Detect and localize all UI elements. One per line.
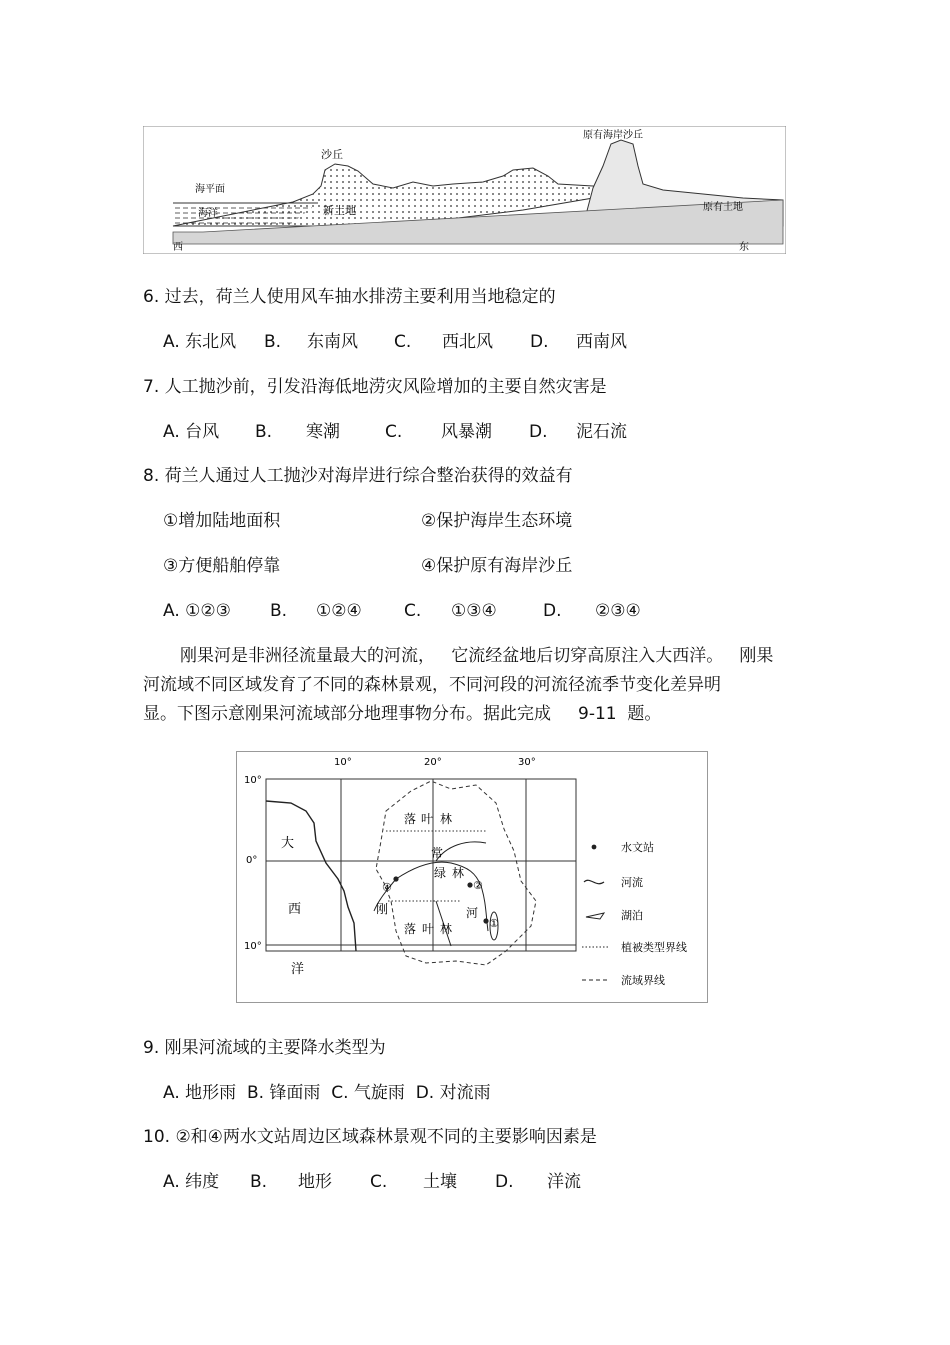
q7-option-b-letter: B. — [255, 422, 273, 442]
legend-vegetation-boundary: 植被类型界线 — [621, 941, 687, 954]
lon-label-20: 20° — [424, 757, 442, 768]
q9-stem: 9. 刚果河流域的主要降水类型为 — [143, 1038, 386, 1058]
q7-option-d: 泥石流 — [576, 422, 627, 442]
lat-label-10s: 10° — [244, 941, 262, 952]
lat-label-10n: 10° — [244, 775, 262, 786]
forest-char: 绿 — [434, 866, 447, 880]
ocean-label-3: 洋 — [291, 962, 305, 977]
q8-option-d: ②③④ — [595, 601, 641, 621]
q8-item-3: ③方便船舶停靠 — [163, 556, 281, 576]
forest-char: 叶 — [422, 922, 435, 936]
station-2-label: ② — [473, 879, 483, 892]
forest-char: 常 — [431, 846, 444, 860]
original-land-label: 原有土地 — [703, 202, 743, 213]
legend-river: 河流 — [621, 876, 643, 889]
station-4-label: ④ — [382, 881, 392, 894]
q6-option-d-letter: D. — [530, 332, 549, 352]
q6-option-a: A. 东北风 — [163, 332, 237, 352]
q6-option-c-letter: C. — [394, 332, 412, 352]
q8-option-a: A. ①②③ — [163, 601, 231, 621]
congo-basin-map — [236, 751, 708, 1003]
q10-option-d-letter: D. — [495, 1172, 514, 1192]
q10-option-a: A. 纬度 — [163, 1172, 220, 1192]
lat-label-0: 0° — [246, 855, 258, 866]
ocean-label-2: 西 — [288, 902, 302, 917]
legend-station: 水文站 — [621, 841, 654, 854]
west-label: 西 — [173, 242, 183, 253]
q10-option-b-letter: B. — [250, 1172, 268, 1192]
q8-item-1: ①增加陆地面积 — [163, 511, 281, 531]
forest-char: 落 — [404, 922, 417, 936]
q10-option-c-letter: C. — [370, 1172, 388, 1192]
forest-char: 林 — [452, 866, 465, 880]
dune-label: 沙丘 — [321, 148, 343, 161]
q9-options: A. 地形雨 B. 锋面雨 C. 气旋雨 D. 对流雨 — [163, 1083, 491, 1103]
q8-stem: 8. 荷兰人通过人工抛沙对海岸进行综合整治获得的效益有 — [143, 466, 573, 486]
passage-line-3: 显。下图示意刚果河流域部分地理事物分布。据此完成 9-11 题。 — [143, 704, 662, 724]
forest-char: 林 — [440, 922, 453, 936]
q7-option-b: 寒潮 — [306, 422, 340, 442]
new-land-label: 新土地 — [323, 204, 356, 217]
passage-line-2: 河流域不同区域发育了不同的森林景观，不同河段的河流径流季节变化差异明 — [143, 675, 721, 695]
q8-option-c-letter: C. — [404, 601, 422, 621]
lon-label-10: 10° — [334, 757, 352, 768]
sea-label: 海洋 — [198, 208, 218, 219]
q7-option-c: 风暴潮 — [441, 422, 492, 442]
forest-char: 叶 — [421, 812, 434, 826]
q6-option-b-letter: B. — [264, 332, 282, 352]
q6-option-d: 西南风 — [576, 332, 627, 352]
lon-label-30: 30° — [518, 757, 536, 768]
forest-char: 林 — [440, 812, 453, 826]
q8-option-b-letter: B. — [270, 601, 288, 621]
legend-lake: 湖泊 — [621, 909, 643, 922]
q7-stem: 7. 人工抛沙前，引发沿海低地涝灾风险增加的主要自然灾害是 — [143, 377, 607, 397]
passage-line-1: 刚果河是非洲径流量最大的河流， 它流经盆地后切穿高原注入大西洋。 刚果 — [180, 646, 774, 666]
coastal-profile-figure — [143, 126, 786, 254]
q8-item-4: ④保护原有海岸沙丘 — [421, 556, 573, 576]
sea-level-label: 海平面 — [195, 184, 225, 195]
forest-char: 河 — [466, 906, 479, 920]
station-1-label: ① — [489, 917, 499, 930]
q6-stem: 6. 过去，荷兰人使用风车抽水排涝主要利用当地稳定的 — [143, 287, 556, 307]
q10-option-c: 土壤 — [423, 1172, 457, 1192]
original-dune-label: 原有海岸沙丘 — [583, 130, 643, 141]
q8-option-b: ①②④ — [316, 601, 362, 621]
q6-option-c: 西北风 — [442, 332, 493, 352]
q10-option-d: 洋流 — [547, 1172, 581, 1192]
q8-option-c: ①③④ — [451, 601, 497, 621]
q10-option-b: 地形 — [298, 1172, 332, 1192]
legend-basin-boundary: 流域界线 — [621, 974, 665, 987]
q7-option-a: A. 台风 — [163, 422, 220, 442]
east-label: 东 — [739, 242, 749, 253]
q6-option-b: 东南风 — [307, 332, 358, 352]
q7-option-c-letter: C. — [385, 422, 403, 442]
q8-item-2: ②保护海岸生态环境 — [421, 511, 573, 531]
forest-char: 落 — [404, 812, 417, 826]
forest-char: 刚 — [376, 902, 389, 916]
q7-option-d-letter: D. — [529, 422, 548, 442]
q8-option-d-letter: D. — [543, 601, 562, 621]
q10-stem: 10. ②和④两水文站周边区域森林景观不同的主要影响因素是 — [143, 1127, 597, 1147]
ocean-label-1: 大 — [281, 836, 295, 851]
